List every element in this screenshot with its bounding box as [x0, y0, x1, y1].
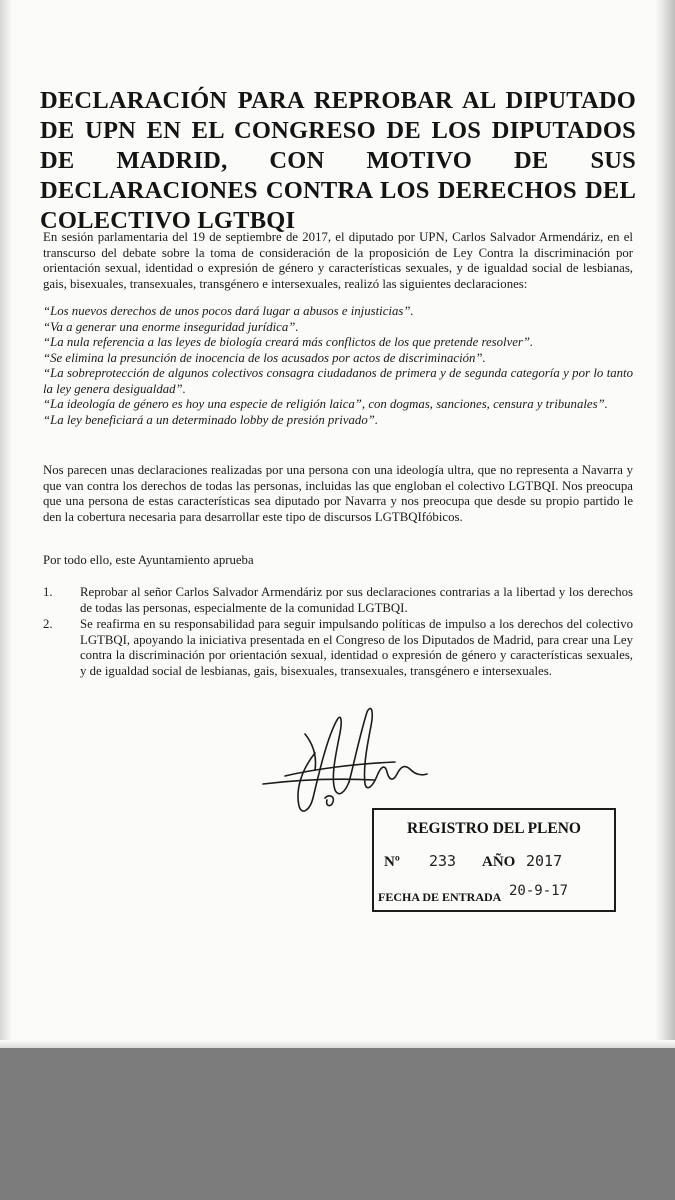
intro-paragraph: En sesión parlamentaria del 19 de septiembre de 2017, el diputado por UPN, Carlos Salvador Armendáriz, en el transcurso del debate sobre la toma de consideración de la proposición de Ley Contra la discriminación por orientación sexual, identidad o expresión de género y características sexuales, y de igualdad social de lesbianas, gais, bisexuales, transexuales, transgénero e intersexuales, realizó las siguientes declaraciones:: [43, 230, 633, 291]
resolutions-list: [43, 585, 633, 680]
quote-item: “Se elimina la presunción de inocencia de los acusados por actos de discriminación”.: [43, 350, 486, 365]
handwritten-signature: [255, 698, 435, 818]
stamp-date-label: FECHA DE ENTRADA: [378, 890, 502, 904]
quote-item: “Va a generar una enorme inseguridad jurídica”.: [43, 319, 299, 334]
stamp-year-value: 2017: [526, 852, 563, 870]
document-title: DECLARACIÓN PARA REPROBAR AL DIPUTADO DE UPN EN EL CONGRESO DE LOS DIPUTADOS DE MADRID, CON MOTIVO DE SUS DECLARACIONES CONTRA LOS DERECHOS DEL COLECTIVO LGTBQI: [40, 87, 636, 234]
resolution-item: [43, 585, 633, 616]
stamp-number-label: Nº: [384, 854, 400, 870]
page-edge-shadow-left: [0, 0, 12, 1048]
resolution-number: 2.: [43, 617, 53, 631]
stamp-title: REGISTRO DEL PLENO: [407, 820, 581, 837]
page-bottom-shadow: [0, 1040, 675, 1048]
stamp-number-value: 233: [429, 852, 457, 870]
quote-item: “La ideología de género es hoy una especie de religión laica”, con dogmas, sanciones, censura y tribunales”.: [43, 397, 608, 411]
registry-stamp: [372, 808, 616, 912]
quote-item: “Los nuevos derechos de unos pocos dará lugar a abusos e injusticias”.: [43, 304, 414, 318]
resolution-text: Se reafirma en su responsabilidad para seguir impulsando políticas de impulso a los derechos del colectivo LGTBQI, apoyando la iniciativa presentada en el Congreso de los Diputados de Madrid, para crear una Ley contra la discriminación por orientación sexual, identidad o expresión de género y características sexuales, y de igualdad social de lesbianas, gais, bisexuales, transexuales, transgénero e intersexuales.: [80, 617, 633, 678]
resolution-item: [43, 617, 633, 679]
quote-item: “La nula referencia a las leyes de biología creará más conflictos de los que pretende resolver”.: [43, 335, 534, 349]
concern-paragraph: Nos parecen unas declaraciones realizadas por una persona con una ideología ultra, que no representa a Navarra y que van contra los derechos de todas las personas, incluidas las que engloban el colectivo LGTBQI. Nos preocupa que una persona de estas características sea diputado por Navarra y nos preocupa que desde su propio partido le den la cobertura necesaria para desarrollar este tipo de discursos LGTBQIfóbicos.: [43, 463, 633, 524]
resolution-number: 1.: [43, 585, 53, 599]
stamp-date-value: 20-9-17: [509, 883, 569, 899]
stamp-year-label: AÑO: [482, 854, 516, 870]
quote-item: “La ley beneficiará a un determinado lobby de presión privado”.: [43, 412, 379, 427]
resolution-text: Reprobar al señor Carlos Salvador Armendáriz por sus declaraciones contrarias a la libertad y los derechos de todas las personas, especialmente de la comunidad LGTBQI.: [80, 585, 633, 615]
approval-statement: Por todo ello, este Ayuntamiento aprueba: [43, 553, 254, 567]
page-edge-shadow-right: [655, 0, 675, 1048]
quote-item: “La sobreprotección de algunos colectivos consagra ciudadanos de primera y de segunda categoría y por lo tanto la ley genera desigualdad”.: [43, 366, 633, 396]
quotes-list: [43, 304, 633, 428]
